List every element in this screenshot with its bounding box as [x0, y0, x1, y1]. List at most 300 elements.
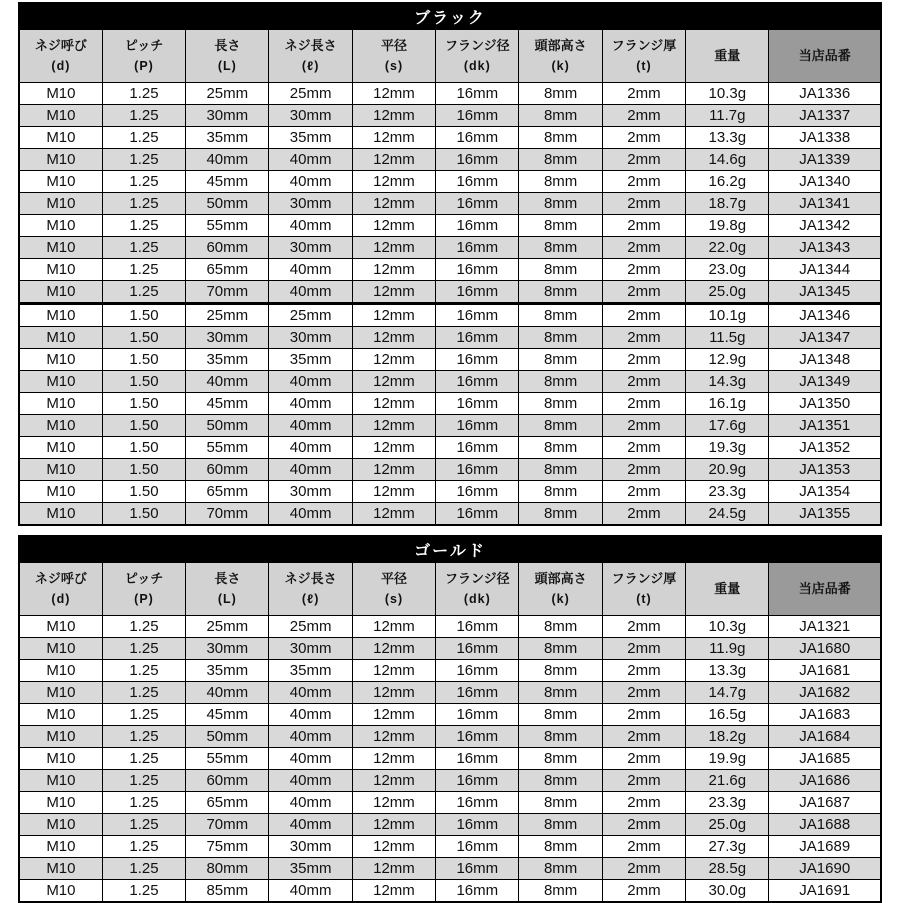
- table-cell: 1.25: [102, 660, 185, 682]
- table-row: [19, 437, 881, 459]
- table-cell: M10: [19, 371, 102, 393]
- table-cell: 40mm: [269, 149, 352, 171]
- table-cell: JA1687: [769, 792, 881, 814]
- column-header: [519, 30, 602, 83]
- column-header-symbol: (L): [217, 592, 237, 607]
- spec-table-gold: [18, 535, 882, 903]
- table-cell: 40mm: [269, 704, 352, 726]
- table-cell: 30mm: [269, 327, 352, 349]
- table-row: [19, 105, 881, 127]
- table-row: [19, 748, 881, 770]
- table-cell: 25mm: [186, 83, 269, 105]
- table-row: [19, 215, 881, 237]
- column-header-label: 重量: [714, 580, 741, 596]
- table-cell: 12mm: [352, 437, 435, 459]
- column-header-symbol: (P): [134, 59, 154, 74]
- table-cell: 14.7g: [686, 682, 769, 704]
- column-header: [269, 30, 352, 83]
- table-cell: 2mm: [602, 660, 685, 682]
- table-cell: 40mm: [269, 215, 352, 237]
- table-cell: 40mm: [269, 770, 352, 792]
- column-header: [686, 30, 769, 83]
- table-cell: M10: [19, 349, 102, 371]
- column-header: [602, 563, 685, 616]
- table-cell: 1.25: [102, 616, 185, 638]
- table-cell: 1.25: [102, 704, 185, 726]
- table-row: [19, 281, 881, 304]
- table-cell: 8mm: [519, 748, 602, 770]
- table-cell: M10: [19, 259, 102, 281]
- table-cell: 13.3g: [686, 660, 769, 682]
- table-cell: 12mm: [352, 415, 435, 437]
- table-cell: 2mm: [602, 437, 685, 459]
- table-cell: JA1355: [769, 503, 881, 526]
- table-cell: 40mm: [186, 682, 269, 704]
- table-cell: M10: [19, 704, 102, 726]
- table-cell: 12mm: [352, 726, 435, 748]
- table-cell: 2mm: [602, 349, 685, 371]
- table-cell: 1.25: [102, 638, 185, 660]
- table-cell: 40mm: [269, 814, 352, 836]
- column-header-label: フランジ厚: [611, 570, 677, 586]
- column-header: [102, 30, 185, 83]
- table-cell: 12mm: [352, 792, 435, 814]
- table-cell: 1.50: [102, 437, 185, 459]
- table-row: [19, 327, 881, 349]
- table-cell: 12mm: [352, 858, 435, 880]
- table-row: [19, 393, 881, 415]
- table-cell: M10: [19, 215, 102, 237]
- table-cell: JA1350: [769, 393, 881, 415]
- table-cell: 16mm: [436, 327, 519, 349]
- column-header-label: フランジ径: [444, 570, 510, 586]
- table-cell: JA1347: [769, 327, 881, 349]
- table-cell: 40mm: [186, 149, 269, 171]
- table-cell: 2mm: [602, 682, 685, 704]
- table-cell: M10: [19, 83, 102, 105]
- column-header: [269, 563, 352, 616]
- table-cell: 27.3g: [686, 836, 769, 858]
- table-cell: JA1336: [769, 83, 881, 105]
- table-cell: 11.7g: [686, 105, 769, 127]
- column-header-label: フランジ径: [444, 37, 510, 53]
- table-cell: 12mm: [352, 616, 435, 638]
- column-header-symbol: (dk): [463, 59, 491, 74]
- table-cell: 2mm: [602, 215, 685, 237]
- table-cell: 8mm: [519, 171, 602, 193]
- table-cell: 2mm: [602, 127, 685, 149]
- table-cell: 70mm: [186, 814, 269, 836]
- table-cell: 16mm: [436, 836, 519, 858]
- table-cell: 30mm: [186, 327, 269, 349]
- table-cell: 8mm: [519, 814, 602, 836]
- table-cell: 45mm: [186, 171, 269, 193]
- table-cell: 8mm: [519, 682, 602, 704]
- table-cell: 12mm: [352, 304, 435, 327]
- column-header: [19, 563, 102, 616]
- table-cell: 8mm: [519, 481, 602, 503]
- table-row: [19, 814, 881, 836]
- table-cell: 8mm: [519, 503, 602, 526]
- table-cell: 2mm: [602, 193, 685, 215]
- table-cell: 1.50: [102, 304, 185, 327]
- table-cell: 40mm: [269, 748, 352, 770]
- column-header-label: ネジ長さ: [284, 37, 337, 53]
- table-cell: 30.0g: [686, 880, 769, 903]
- table-cell: M10: [19, 105, 102, 127]
- table-cell: M10: [19, 127, 102, 149]
- table-cell: 60mm: [186, 459, 269, 481]
- table-row: [19, 770, 881, 792]
- table-cell: 55mm: [186, 437, 269, 459]
- table-cell: M10: [19, 880, 102, 903]
- table-cell: 12mm: [352, 682, 435, 704]
- table-cell: 25mm: [186, 616, 269, 638]
- table-cell: JA1345: [769, 281, 881, 304]
- table-row: [19, 349, 881, 371]
- table-cell: 30mm: [269, 481, 352, 503]
- table-cell: 35mm: [269, 858, 352, 880]
- table-cell: 1.50: [102, 503, 185, 526]
- column-header-row: [19, 30, 881, 83]
- table-cell: 2mm: [602, 149, 685, 171]
- table-cell: M10: [19, 393, 102, 415]
- table-cell: 16mm: [436, 281, 519, 304]
- table-cell: M10: [19, 638, 102, 660]
- table-cell: 2mm: [602, 259, 685, 281]
- column-header-symbol: (L): [217, 59, 237, 74]
- table-cell: 25mm: [269, 83, 352, 105]
- column-header: [186, 30, 269, 83]
- table-cell: 35mm: [186, 660, 269, 682]
- table-cell: 30mm: [269, 193, 352, 215]
- table-cell: 12mm: [352, 704, 435, 726]
- table-row: [19, 371, 881, 393]
- table-cell: 16.1g: [686, 393, 769, 415]
- table-row: [19, 616, 881, 638]
- table-cell: 2mm: [602, 281, 685, 304]
- table-cell: 16mm: [436, 726, 519, 748]
- table-cell: 1.25: [102, 770, 185, 792]
- table-cell: 8mm: [519, 858, 602, 880]
- table-cell: 16mm: [436, 415, 519, 437]
- table-row: [19, 880, 881, 903]
- table-row: [19, 193, 881, 215]
- table-cell: 2mm: [602, 371, 685, 393]
- table-cell: JA1343: [769, 237, 881, 259]
- table-row: [19, 792, 881, 814]
- column-header-symbol: (t): [636, 592, 652, 607]
- table-cell: 16mm: [436, 371, 519, 393]
- table-cell: M10: [19, 437, 102, 459]
- table-cell: 12mm: [352, 105, 435, 127]
- table-cell: 40mm: [269, 682, 352, 704]
- table-cell: 18.2g: [686, 726, 769, 748]
- column-header-symbol: (ℓ): [301, 592, 320, 607]
- column-header-label: 当店品番: [798, 47, 851, 63]
- table-cell: JA1683: [769, 704, 881, 726]
- table-row: [19, 304, 881, 327]
- table-cell: 12mm: [352, 393, 435, 415]
- table-cell: 70mm: [186, 281, 269, 304]
- table-cell: 2mm: [602, 770, 685, 792]
- table-cell: 22.0g: [686, 237, 769, 259]
- table-cell: 18.7g: [686, 193, 769, 215]
- table-cell: M10: [19, 415, 102, 437]
- table-cell: M10: [19, 149, 102, 171]
- table-row: [19, 171, 881, 193]
- table-cell: 8mm: [519, 237, 602, 259]
- table-cell: 25mm: [186, 304, 269, 327]
- table-cell: 16mm: [436, 880, 519, 903]
- table-cell: 1.25: [102, 171, 185, 193]
- table-cell: 23.0g: [686, 259, 769, 281]
- table-cell: 12mm: [352, 459, 435, 481]
- table-row: [19, 704, 881, 726]
- table-cell: 1.25: [102, 836, 185, 858]
- table-title: ゴールド: [19, 536, 881, 563]
- column-header: [769, 563, 881, 616]
- table-cell: JA1346: [769, 304, 881, 327]
- table-cell: 2mm: [602, 792, 685, 814]
- table-cell: 8mm: [519, 638, 602, 660]
- table-cell: 2mm: [602, 858, 685, 880]
- table-cell: 65mm: [186, 481, 269, 503]
- table-cell: 12.9g: [686, 349, 769, 371]
- table-cell: 40mm: [269, 393, 352, 415]
- table-cell: 35mm: [269, 660, 352, 682]
- table-cell: 8mm: [519, 259, 602, 281]
- table-cell: 12mm: [352, 638, 435, 660]
- table-cell: 12mm: [352, 770, 435, 792]
- table-cell: 12mm: [352, 660, 435, 682]
- table-cell: 8mm: [519, 393, 602, 415]
- column-header-label: ネジ呼び: [34, 570, 87, 586]
- table-cell: 8mm: [519, 83, 602, 105]
- table-cell: 80mm: [186, 858, 269, 880]
- table-cell: 12mm: [352, 259, 435, 281]
- table-row: [19, 481, 881, 503]
- table-cell: 12mm: [352, 748, 435, 770]
- table-row: [19, 415, 881, 437]
- table-row: [19, 638, 881, 660]
- table-cell: 8mm: [519, 371, 602, 393]
- table-cell: JA1340: [769, 171, 881, 193]
- table-cell: 8mm: [519, 726, 602, 748]
- table-cell: 16mm: [436, 171, 519, 193]
- table-cell: M10: [19, 726, 102, 748]
- table-cell: 1.25: [102, 792, 185, 814]
- table-cell: 16mm: [436, 660, 519, 682]
- table-cell: 2mm: [602, 880, 685, 903]
- table-cell: 16mm: [436, 858, 519, 880]
- table-cell: JA1354: [769, 481, 881, 503]
- table-cell: 50mm: [186, 726, 269, 748]
- table-cell: 2mm: [602, 237, 685, 259]
- table-cell: 17.6g: [686, 415, 769, 437]
- table-cell: 1.25: [102, 281, 185, 304]
- table-cell: 8mm: [519, 349, 602, 371]
- table-cell: JA1337: [769, 105, 881, 127]
- table-cell: 35mm: [269, 127, 352, 149]
- table-cell: 14.3g: [686, 371, 769, 393]
- table-cell: 1.50: [102, 481, 185, 503]
- table-cell: JA1339: [769, 149, 881, 171]
- table-cell: 16mm: [436, 259, 519, 281]
- table-cell: 16mm: [436, 616, 519, 638]
- column-header: [436, 563, 519, 616]
- table-cell: M10: [19, 858, 102, 880]
- table-cell: 12mm: [352, 281, 435, 304]
- table-cell: JA1321: [769, 616, 881, 638]
- table-cell: 12mm: [352, 83, 435, 105]
- table-row: [19, 459, 881, 481]
- column-header-symbol: (dk): [463, 592, 491, 607]
- table-cell: 8mm: [519, 437, 602, 459]
- table-cell: 8mm: [519, 459, 602, 481]
- table-cell: 16mm: [436, 215, 519, 237]
- table-cell: M10: [19, 459, 102, 481]
- table-cell: 12mm: [352, 814, 435, 836]
- table-cell: JA1684: [769, 726, 881, 748]
- table-cell: 16.5g: [686, 704, 769, 726]
- table-cell: M10: [19, 748, 102, 770]
- table-cell: 8mm: [519, 327, 602, 349]
- table-cell: 25mm: [269, 304, 352, 327]
- column-header-symbol: (P): [134, 592, 154, 607]
- table-cell: 12mm: [352, 149, 435, 171]
- table-cell: 16mm: [436, 349, 519, 371]
- table-cell: 40mm: [269, 880, 352, 903]
- table-cell: 1.50: [102, 459, 185, 481]
- table-row: [19, 836, 881, 858]
- table-cell: 2mm: [602, 415, 685, 437]
- column-header-symbol: (k): [551, 59, 570, 74]
- table-cell: 8mm: [519, 616, 602, 638]
- table-cell: 16mm: [436, 814, 519, 836]
- column-header-label: 平径: [380, 570, 407, 586]
- column-header-symbol: (k): [551, 592, 570, 607]
- table-cell: 8mm: [519, 215, 602, 237]
- column-header: [436, 30, 519, 83]
- column-header-label: 当店品番: [798, 580, 851, 596]
- table-cell: 8mm: [519, 660, 602, 682]
- table-cell: M10: [19, 281, 102, 304]
- table-cell: 40mm: [269, 281, 352, 304]
- column-header: [186, 563, 269, 616]
- table-cell: 2mm: [602, 503, 685, 526]
- table-cell: 1.50: [102, 327, 185, 349]
- table-cell: 2mm: [602, 327, 685, 349]
- table-cell: 40mm: [269, 371, 352, 393]
- table-cell: M10: [19, 327, 102, 349]
- table-cell: JA1344: [769, 259, 881, 281]
- table-cell: M10: [19, 682, 102, 704]
- table-cell: 70mm: [186, 503, 269, 526]
- table-cell: 12mm: [352, 171, 435, 193]
- table-cell: JA1353: [769, 459, 881, 481]
- table-cell: 65mm: [186, 792, 269, 814]
- table-cell: 8mm: [519, 792, 602, 814]
- table-cell: 16mm: [436, 193, 519, 215]
- column-header-label: 頭部高さ: [534, 570, 587, 586]
- table-cell: 40mm: [269, 171, 352, 193]
- table-cell: 2mm: [602, 393, 685, 415]
- column-header-symbol: (d): [51, 592, 71, 607]
- table-cell: 13.3g: [686, 127, 769, 149]
- column-header: [352, 30, 435, 83]
- column-header-label: ネジ呼び: [34, 37, 87, 53]
- table-cell: 2mm: [602, 459, 685, 481]
- table-cell: 45mm: [186, 393, 269, 415]
- table-cell: M10: [19, 814, 102, 836]
- table-cell: 16mm: [436, 437, 519, 459]
- table-cell: 2mm: [602, 704, 685, 726]
- table-cell: 8mm: [519, 836, 602, 858]
- table-cell: 2mm: [602, 481, 685, 503]
- table-cell: M10: [19, 660, 102, 682]
- table-cell: 12mm: [352, 481, 435, 503]
- table-cell: JA1686: [769, 770, 881, 792]
- table-cell: 10.3g: [686, 83, 769, 105]
- table-cell: M10: [19, 836, 102, 858]
- table-cell: 50mm: [186, 415, 269, 437]
- table-cell: 10.1g: [686, 304, 769, 327]
- table-cell: JA1690: [769, 858, 881, 880]
- table-cell: JA1342: [769, 215, 881, 237]
- table-cell: 65mm: [186, 259, 269, 281]
- table-cell: 16.2g: [686, 171, 769, 193]
- column-header-label: ピッチ: [124, 37, 164, 53]
- table-cell: JA1341: [769, 193, 881, 215]
- table-cell: 16mm: [436, 638, 519, 660]
- table-cell: 60mm: [186, 770, 269, 792]
- table-cell: JA1682: [769, 682, 881, 704]
- table-cell: 35mm: [186, 127, 269, 149]
- table-cell: 40mm: [269, 503, 352, 526]
- table-cell: 2mm: [602, 304, 685, 327]
- table-cell: 55mm: [186, 215, 269, 237]
- table-cell: 1.50: [102, 415, 185, 437]
- table-cell: 2mm: [602, 616, 685, 638]
- column-header: [769, 30, 881, 83]
- table-cell: JA1685: [769, 748, 881, 770]
- table-cell: 23.3g: [686, 792, 769, 814]
- column-header-label: 平径: [380, 37, 407, 53]
- table-cell: 30mm: [269, 638, 352, 660]
- table-cell: 16mm: [436, 682, 519, 704]
- table-cell: 2mm: [602, 836, 685, 858]
- table-cell: 14.6g: [686, 149, 769, 171]
- table-cell: 8mm: [519, 281, 602, 304]
- column-header-label: 長さ: [214, 37, 241, 53]
- table-cell: 40mm: [269, 792, 352, 814]
- column-header: [519, 563, 602, 616]
- table-cell: 2mm: [602, 748, 685, 770]
- table-cell: 2mm: [602, 83, 685, 105]
- table-cell: 8mm: [519, 415, 602, 437]
- table-row: [19, 726, 881, 748]
- table-cell: 1.50: [102, 349, 185, 371]
- table-cell: 1.50: [102, 393, 185, 415]
- table-cell: 16mm: [436, 105, 519, 127]
- table-cell: 1.25: [102, 259, 185, 281]
- table-cell: 8mm: [519, 880, 602, 903]
- column-header-label: 重量: [714, 47, 741, 63]
- table-cell: M10: [19, 770, 102, 792]
- table-cell: 2mm: [602, 638, 685, 660]
- table-cell: 1.25: [102, 858, 185, 880]
